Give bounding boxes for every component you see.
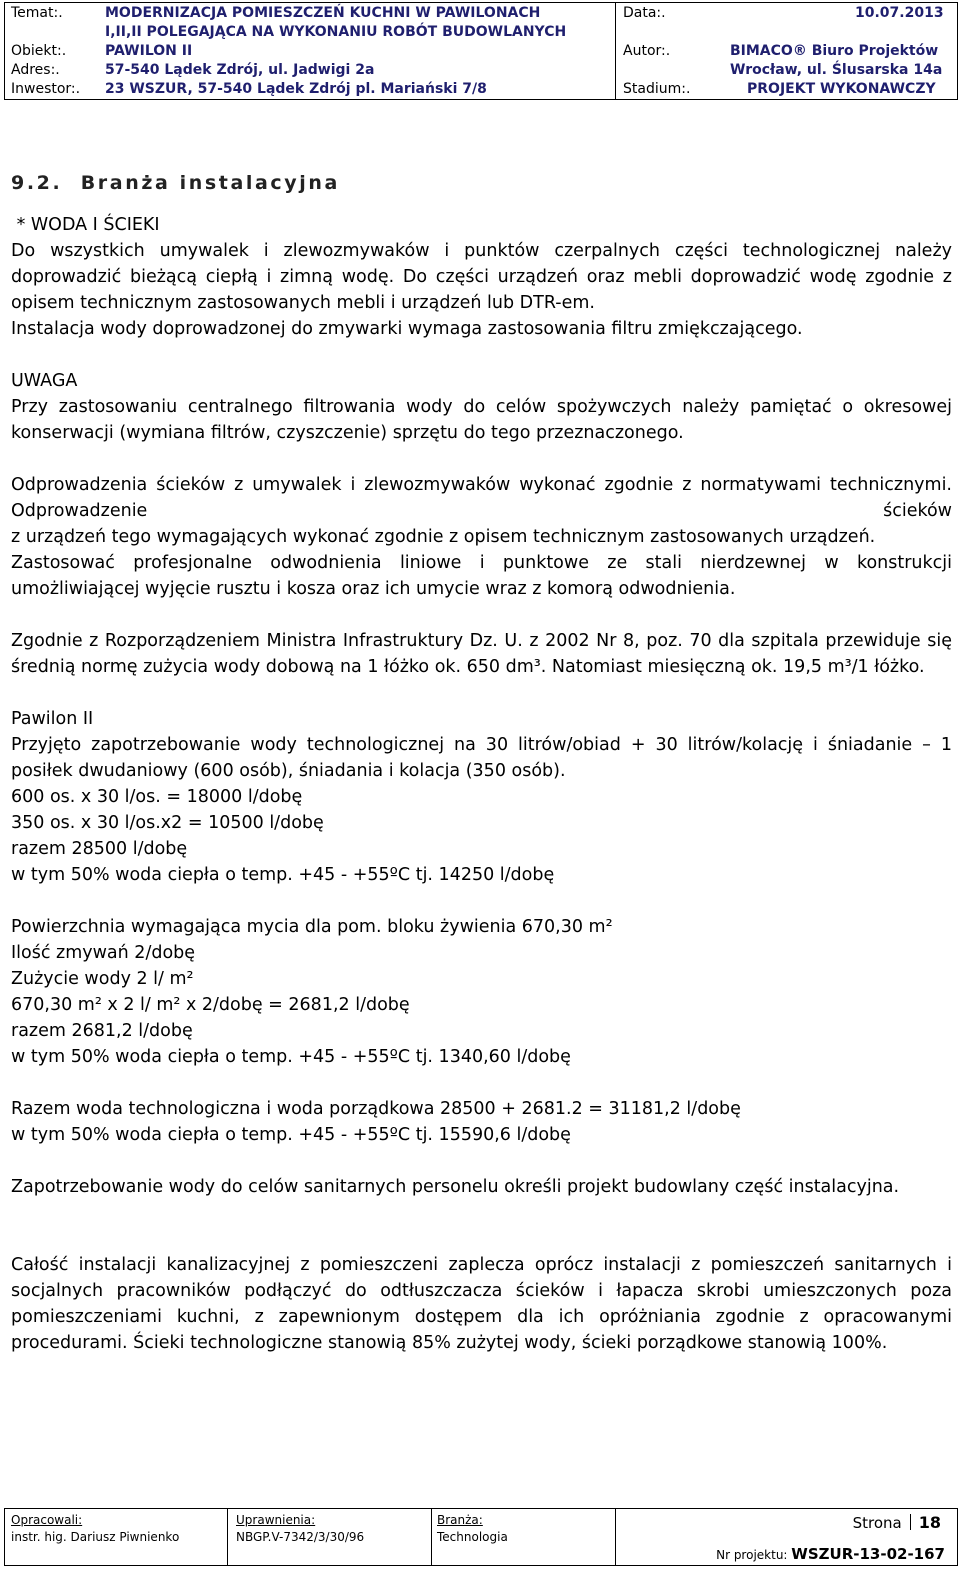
area-line-6: w tym 50% woda ciepła o temp. +45 - +55ºC tj. 1340,60 l/dobę (11, 1047, 571, 1067)
adres-label: Adres:. (11, 62, 60, 78)
footer-author-cell (11, 1512, 179, 1546)
temat-label: Temat:. (11, 5, 63, 21)
branza-value: Technologia (437, 1530, 508, 1544)
autor-label: Autor:. (623, 43, 671, 59)
paragraph-sanitary: Zapotrzebowanie wody do celów sanitarnych personelu określi projekt budowlany część instalacyjna. (11, 1177, 900, 1197)
calc-line-2: 350 os. x 30 l/os.x2 = 10500 l/dobę (11, 813, 324, 833)
page-number (853, 1513, 941, 1533)
calc-line-3: razem 28500 l/dobę (11, 839, 188, 859)
obiekt-value: PAWILON II (105, 43, 193, 59)
data-label: Data:. (623, 5, 666, 21)
header-row-obiekt (5, 41, 957, 61)
branza-label: Branża: (437, 1513, 483, 1527)
inwestor-value: 23 WSZUR, 57-540 Lądek Zdrój pl. Mariański 7/8 (105, 81, 487, 97)
paragraph-drainage-2: z urządzeń tego wymagających wykonać zgodnie z opisem technicznym zastosowanych urządzeń. (11, 527, 876, 547)
opracowal-label: Opracowali: (11, 1513, 83, 1527)
uprawnienia-label: Uprawnienia: (236, 1513, 316, 1527)
section-number: 9.2. (11, 172, 63, 194)
project-number (716, 1545, 945, 1564)
paragraph-uwaga: Przy zastosowaniu centralnego filtrowania wody do celów spożywczych należy pamiętać o okresowej konserwacji (wymiana filtrów, czyszczenie) sprzętu do tego przeznaczonego. (11, 397, 952, 443)
paragraph-sewage: Całość instalacji kanalizacyjnej z pomieszczeni zaplecza oprócz instalacji z pomieszczeń sanitarnych i socjalnych pracowników podłączyć do odtłuszczacza ścieków i łapacza skrobi umieszczonych poza pomieszczeniami kuchni, z zapewnionym dostępem dla ich opróżniania zgodnie z opracowanymi procedurami. Ścieki technologiczne stanowią 85% zużytej wody, ścieki porządkowe stanowią 100%. (11, 1255, 952, 1353)
strona-label: Strona (852, 1514, 902, 1532)
section-heading (11, 170, 952, 196)
area-line-4: 670,30 m² x 2 l/ m² x 2/dobę = 2681,2 l/dobę (11, 995, 410, 1015)
temat-line-1: MODERNIZACJA POMIESZCZEŃ KUCHNI W PAWILONACH (105, 5, 541, 21)
woda-heading: * WODA I ŚCIEKI (11, 215, 160, 235)
footer-divider (615, 1509, 616, 1565)
pawilon-heading: Pawilon II (11, 709, 94, 729)
calc-line-4: w tym 50% woda ciepła o temp. +45 - +55ºC tj. 14250 l/dobę (11, 865, 555, 885)
stadium-label: Stadium:. (623, 81, 691, 97)
area-line-1: Powierzchnia wymagająca mycia dla pom. bloku żywienia 670,30 m² (11, 917, 613, 937)
obiekt-label: Obiekt:. (11, 43, 67, 59)
document-footer (4, 1508, 958, 1566)
strona-value: 18 (918, 1513, 941, 1532)
header-row-adres (5, 60, 957, 80)
autor-line-2: Wrocław, ul. Ślusarska 14a (730, 62, 943, 78)
paragraph-drainage-1: Odprowadzenia ścieków z umywalek i zlewozmywaków wykonać zgodnie z normatywami technicznymi. Odprowadzenie ścieków (11, 475, 952, 521)
data-value: 10.07.2013 (855, 5, 944, 21)
header-row-temat-2 (5, 22, 957, 42)
area-line-5: razem 2681,2 l/dobę (11, 1021, 193, 1041)
paragraph-water-supply: Do wszystkich umywalek i zlewozmywaków i punktów czerpalnych części technologicznej należy doprowadzić bieżącą ciepłą i zimną wodę. Do części urządzeń oraz mebli doprowadzić wodę zgodnie z opisem technicznym zastosowanych mebli i urządzeń lub DTR-em. (11, 241, 952, 313)
document-header (4, 2, 958, 100)
header-row-temat (5, 3, 957, 23)
temat-line-2: I,II,II POLEGAJĄCA NA WYKONANIU ROBÓT BUDOWLANYCH (105, 24, 567, 40)
projekt-value: WSZUR-13-02-167 (791, 1545, 945, 1563)
total-line-2: w tym 50% woda ciepła o temp. +45 - +55ºC tj. 15590,6 l/dobę (11, 1125, 571, 1145)
inwestor-label: Inwestor:. (11, 81, 81, 97)
footer-divider (431, 1509, 432, 1565)
section-title: Branża instalacyjna (80, 172, 340, 194)
paragraph-regulation: Zgodnie z Rozporządzeniem Ministra Infrastruktury Dz. U. z 2002 Nr 8, poz. 70 dla szpitala przewiduje się średnią normę zużycia wody dobową na 1 łóżko ok. 650 dm³. Natomiast miesięczną ok. 19,5 m³/1 łóżko. (11, 631, 952, 677)
total-line-1: Razem woda technologiczna i woda porządkowa 28500 + 2681.2 = 31181,2 l/dobę (11, 1099, 741, 1119)
calc-line-1: 600 os. x 30 l/os. = 18000 l/dobę (11, 787, 303, 807)
adres-value: 57-540 Lądek Zdrój, ul. Jadwigi 2a (105, 62, 375, 78)
area-line-2: Ilość zmywań 2/dobę (11, 943, 196, 963)
footer-license-cell (236, 1512, 364, 1546)
opracowal-value: instr. hig. Dariusz Piwnienko (11, 1530, 180, 1544)
autor-line-1: BIMACO® Biuro Projektów (730, 43, 939, 59)
document-body (11, 170, 952, 1356)
stadium-value: PROJEKT WYKONAWCZY (747, 81, 936, 97)
uwaga-heading: UWAGA (11, 371, 78, 391)
paragraph-drains: Zastosować profesjonalne odwodnienia liniowe i punktowe ze stali nierdzewnej w konstrukcji umożliwiającej wyjęcie rusztu i kosza oraz ich umycie wraz z komorą odwodnienia. (11, 553, 952, 599)
projekt-label: Nr projektu: (716, 1548, 788, 1562)
area-line-3: Zużycie wody 2 l/ m² (11, 969, 194, 989)
paragraph-demand: Przyjęto zapotrzebowanie wody technologicznej na 30 litrów/obiad + 30 litrów/kolację i śniadanie – 1 posiłek dwudaniowy (600 osób), śniadania i kolacja (350 osób). (11, 735, 952, 781)
footer-branch-cell (437, 1512, 508, 1546)
header-row-inwestor (5, 79, 957, 99)
uprawnienia-value: NBGP.V-7342/3/30/96 (236, 1530, 365, 1544)
footer-divider (227, 1509, 228, 1565)
paragraph-filter: Instalacja wody doprowadzonej do zmywarki wymaga zastosowania filtru zmiękczającego. (11, 319, 803, 339)
